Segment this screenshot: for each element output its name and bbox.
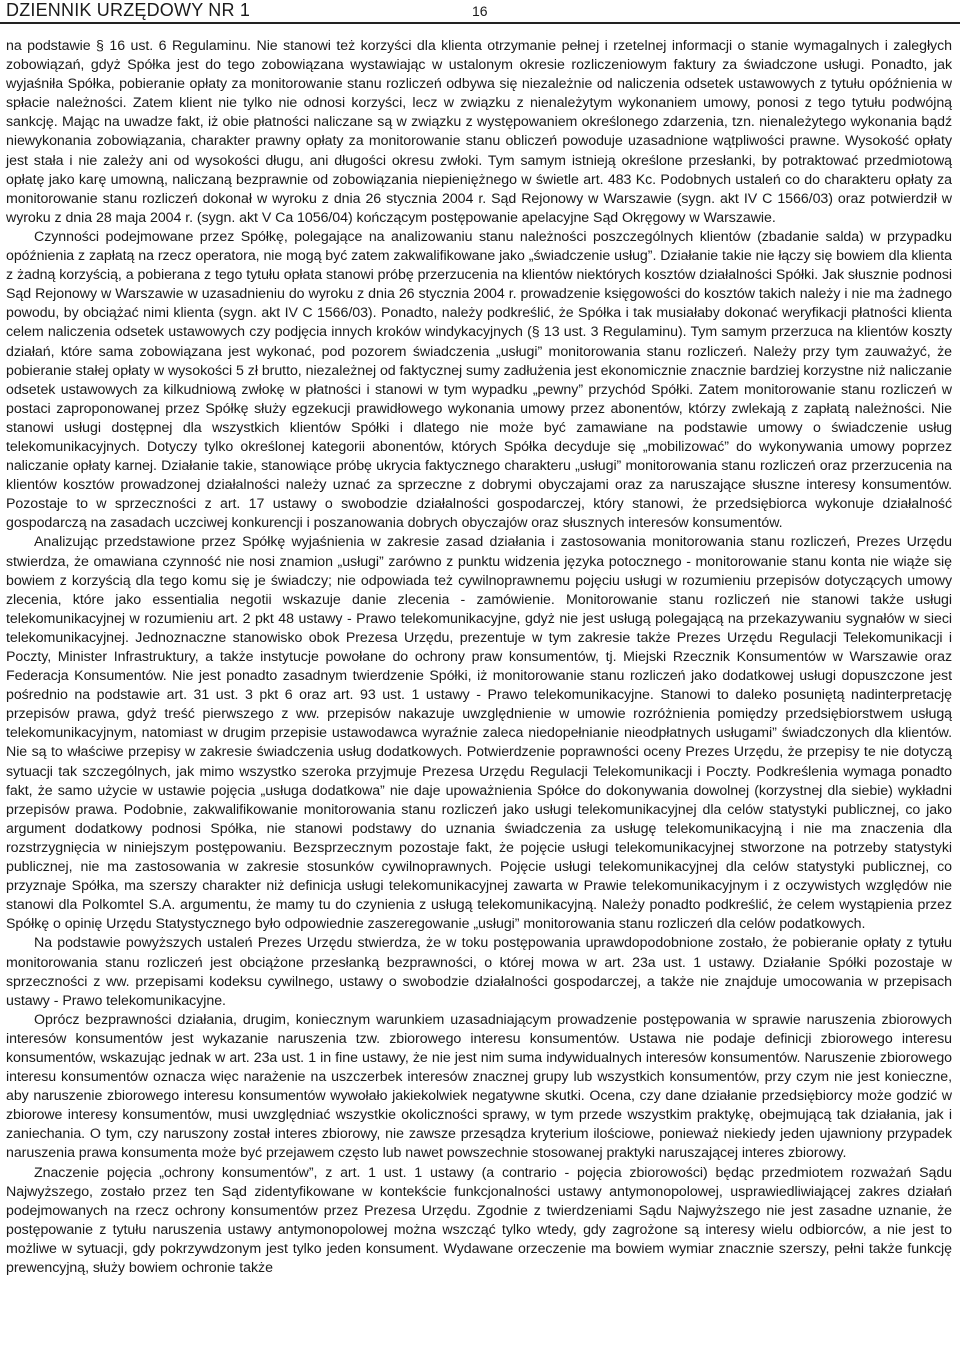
paragraph: Znaczenie pojęcia „ochrony konsumentów”, z art. 1 ust. 1 ustawy (a contrario - pojęcia zbiorowości) będąc przedmiotem rozważań Sądu Najwyższego, zostało przez ten Sąd zidentyfikowane w kontekście funkcjonalności ustawy antymonopolowej, usprawiedliwiającej zakres działań podejmowanych na rzecz ochrony konsumentów przez Prezesa Urzędu. Zgodnie z twierdzeniami Sądu Najwyższego nie jest zasadne uznanie, że postępowanie z tytułu naruszenia ustawy antymonopolowej można wszcząć tylko wtedy, gdy zagrożone są interesy wielu odbiorców, a nie jest to możliwe w sytuacji, gdy pokrzywdzonym jest tylko jeden konsument. Wydawane orzeczenie ma bowiem wymiar znacznie szerszy, pełni także funkcję prewencyjną, służy bowiem ochronie także bbox=[6, 1164, 952, 1276]
page-header bbox=[0, 0, 960, 28]
header-rule bbox=[0, 22, 960, 24]
journal-title: DZIENNIK URZĘDOWY NR 1 bbox=[6, 0, 251, 20]
page-number: 16 bbox=[472, 3, 488, 19]
paragraph: na podstawie § 16 ust. 6 Regulaminu. Nie stanowi też korzyści dla klienta otrzymanie pełnej i rzetelnej informacji o stanie wymagalnych i zaległych zobowiązań, gdyż Spółka jest do tego zobowiązana wystawiając w ustalonym okresie rozliczeniowym faktury za świadczone usługi. Ponadto, jak wyjaśniła Spółka, pobieranie opłaty za monitorowanie stanu rozliczeń odbywa się niezależnie od naliczenia odsetek ustawowych z tytułu opóźnienia w spłacie należności. Zatem klient nie tylko nie odnosi korzyści, lecz w związku z nienależytym wykonaniem umowy, ponosi z tego tytułu podwójną sankcję. Mając na uwadze fakt, iż obie płatności naliczane są w związku z występowaniem określonego zdarzenia, tzn. nienależytego wykonania bądź niewykonania zobowiązania, charakter prawny opłaty za monitorowanie stanu obliczeń powoduje uzasadnione wątpliwości prawne. Wysokość opłaty jest stała i nie zależy ani od wysokości długu, ani długości okresu zwłoki. Tym samym istnieją określone przesłanki, by potraktować przedmiotową opłatę jako karę umowną, naliczaną bezprawnie od zobowiązania niepieniężnego w świetle art. 483 Kc. Podobnych ustaleń co do charakteru opłaty za monitorowanie stanu rozliczeń dokonał w wyroku z dnia 26 stycznia 2004 r. Sąd Rejonowy w Warszawie (sygn. akt IV C 1566/03) oraz potwierdził w wyroku z dnia 28 maja 2004 r. (sygn. akt V Ca 1056/04) kończącym postępowanie apelacyjne Sąd Okręgowy w Warszawie. bbox=[6, 38, 952, 226]
paragraph: Oprócz bezprawności działania, drugim, koniecznym warunkiem uzasadniającym prowadzenie postępowania w sprawie naruszenia zbiorowych interesów konsumentów jest wykazanie naruszenia tzw. zbiorowego interesu konsumentów. Ustawa nie podaje definicji zbiorowego interesu konsumentów, wskazując jednak w art. 23a ust. 1 in fine ustawy, że nie jest nim suma indywidualnych interesów konsumentów. Naruszenie zbiorowego interesu konsumentów oznacza więc narażenie na uszczerbek interesów znacznej grupy lub wszystkich konsumentów, przy czym nie jest konieczne, aby naruszenie zbiorowego interesu konsumentów wywołało jakiekolwiek negatywne skutki. Ocena, czy dane działanie przedsiębiorcy może godzić w zbiorowe interesy konsumentów, musi uwzględniać wszystkie okoliczności sprawy, w tym przede wszystkim praktykę, obejmującą tak działania, jak i zaniechania. O tym, czy naruszony został interes zbiorowy, nie zawsze przesądza kryterium ilościowe, ponieważ niekiedy jeden ujawniony przypadek naruszenia prawa konsumenta może być przejawem często lub nawet powszechnie stosowanej praktyki naruszającej interes zbiorowy. bbox=[6, 1011, 952, 1162]
paragraph: Czynności podejmowane przez Spółkę, polegające na analizowaniu stanu należności poszczególnych klientów (zbadanie salda) w przypadku opóźnienia z zapłatą na rzecz operatora, nie mogą być zatem zakwalifikowane jako „świadczenie usług”. Działanie takie nie łączy się bowiem dla klienta z żadną korzyścią, a pobierana z tego tytułu opłata stanowi próbę przerzucenia na klientów niektórych kosztów działalności Spółki. Jak słusznie podnosi Sąd Rejonowy w Warszawie w uzasadnieniu do wyroku z dnia 26 stycznia 2004 r. prowadzenie księgowości do kosztów takich należy i nie ma żadnego powodu, by obciążać nimi klienta (sygn. akt IV C 1566/03). Ponadto, należy podkreślić, że Spółka i tak musiałaby dokonać weryfikacji płatności klienta celem naliczenia odsetek ustawowych czy podjęcia innych kroków windykacyjnych (§ 13 ust. 3 Regulaminu). Tym samym przerzuca na klientów koszty działań, które sama zobowiązana jest wykonać, pod pozorem świadczenia „usługi” monitorowania stanu rozliczeń. Należy przy tym zauważyć, że pobieranie stałej opłaty w wysokości 5 zł brutto, niezależnej od faktycznej sumy zadłużenia jest ekonomicznie znacznie bardziej korzystne niż naliczanie odsetek ustawowych za kilkudniową zwłokę w płatności i stanowi w tym wypadku „pewny” przychód Spółki. Zatem monitorowanie stanu rozliczeń w postaci zaproponowanej przez Spółkę służy egzekucji prawidłowego wykonania umowy przez abonentów, którzy zwlekają z zapłatą należności. Nie stanowi usługi dostępnej dla wszystkich klientów Spółki i dlatego nie może być zamawiane na podstawie umowy o świadczenie usług telekomunikacyjnych. Dotyczy tylko określonej kategorii abonentów, których Spółka decyduje się „mobilizować” do wykonywania umowy poprzez naliczanie opłaty karnej. Działanie takie, stanowiące próbę ukrycia faktycznego charakteru „usługi” monitorowania stanu rozliczeń oraz przerzucenia na klientów kosztów prowadzonej działalności należy uznać za sprzeczne z dobrymi obyczajami oraz za naruszające słuszne interesy konsumentów. Pozostaje to w sprzeczności z art. 17 ustawy o swobodzie działalności gospodarczej, który stanowi, że przedsiębiorca wykonuje działalność gospodarczą na zasadach uczciwej konkurencji i poszanowania dobrych obyczajów oraz słusznych interesów konsumentów. bbox=[6, 228, 952, 532]
paragraph: Analizując przedstawione przez Spółkę wyjaśnienia w zakresie zasad działania i zastosowania monitorowania stanu rozliczeń, Prezes Urzędu stwierdza, że omawiana czynność nie nosi znamion „usługi” zarówno z punktu widzenia języka potocznego - monitorowanie stanu konta nie wiąże się bowiem z korzyścią dla tego komu się je świadczy; nie odpowiada też cywilnoprawnemu pojęciu usługi w rozumieniu przepisów dotyczących umowy zlecenia, które jako essentialia negotii wskazuje danie zlecenia - zamówienie. Monitorowanie stanu rozliczeń nie stanowi także usługi telekomunikacyjnej w rozumieniu art. 2 pkt 48 ustawy - Prawo telekomunikacyjne, gdyż nie jest usługą polegającą na przekazywaniu sygnałów w sieci telekomunikacyjnej. Jednoznaczne stanowisko obok Prezesa Urzędu, prezentuje w tym zakresie także Prezes Urzędu Regulacji Telekomunikacji i Poczty, Minister Infrastruktury, a także instytucje powołane do ochrony praw konsumentów, tj. Miejski Rzecznik Konsumentów w Warszawie oraz Federacja Konsumentów. Nie jest ponadto zasadnym twierdzenie Spółki, iż monitorowanie stanu rozliczeń jako dodatkowej usługi dopuszczone jest pośrednio na podstawie art. 31 ust. 3 pkt 6 oraz art. 93 ust. 1 ustawy - Prawo telekomunikacyjne. Stanowi to daleko posuniętą nadinterpretację przepisów prawa, gdyż treść pierwszego z ww. przepisów nakazuje uwzględnienie w umowie rozróżnienia pomiędzy przedsiębiorstwem usługą telekomunikacyjnym, natomiast w drugim przepisie ustawodawca wyraźnie zaleca niedopełnianie nieodpłatnych usługami” świadczonych dla klientów. Nie są to właściwe przepisy w zakresie świadczenia usług dodatkowych. Potwierdzenie poprawności oceny Prezes Urzędu, że przepisy te nie dotyczą sytuacji tak szczególnych, jak mimo wszystko szeroka przyjmuje Prezesa Urzędu Regulacji Telekomunikacji i Poczty. Podkreślenia wymaga ponadto fakt, że samo użycie w ustawie pojęcia „usługa dodatkowa” nie daje upoważnienia Spółce do dokonywania dowolnej (korzystnej dla siebie) wykładni przepisów prawa. Podobnie, zakwalifikowanie monitorowania stanu rozliczeń jako usługi telekomunikacyjnej dla celów statystyki publicznej, co jako argument dodatkowy podnosi Spółka, nie stanowi podstawy do uznania świadczenia za usługę telekomunikacyjną i nie ma znaczenia dla rozstrzygnięcia w niniejszym postępowaniu. Bezsprzecznym pozostaje fakt, że pojęcie usługi telekomunikacyjnej stworzone na potrzeby statystyki publicznej, nie ma zastosowania w zakresie stosunków cywilnoprawnych. Pojęcie usługi telekomunikacyjnej dla celów statystyki publicznej, co przyznaje Spółka, ma szerszy charakter niż definicja usługi telekomunikacyjnej zawarta w Prawie telekomunikacyjnym i z oczywistych względów nie stanowi dla Polkomtel S.A. argumentu, że mamy tu do czynienia z usługą telekomunikacyjną. Należy ponadto podkreślić, że celem wystąpienia przez Spółkę o opinię Urzędu Statystycznego było odpowiednie zaszeregowanie „usługi” monitorowania stanu rozliczeń dla celów podatkowych. bbox=[6, 534, 952, 933]
document-body bbox=[6, 37, 952, 1278]
paragraph: Na podstawie powyższych ustaleń Prezes Urzędu stwierdza, że w toku postępowania uprawdopodobnione zostało, że pobieranie opłaty z tytułu monitorowania stanu rozliczeń jest obciążone przesłanką bezprawności, o której mowa w art. 23a ust. 1 ustawy. Działanie Spółki pozostaje w sprzeczności z ww. przepisami kodeksu cywilnego, ustawy o swobodzie działalności gospodarczej, a także nie znajduje umocowania w przepisach ustawy - Prawo telekomunikacyjne. bbox=[6, 935, 952, 1009]
